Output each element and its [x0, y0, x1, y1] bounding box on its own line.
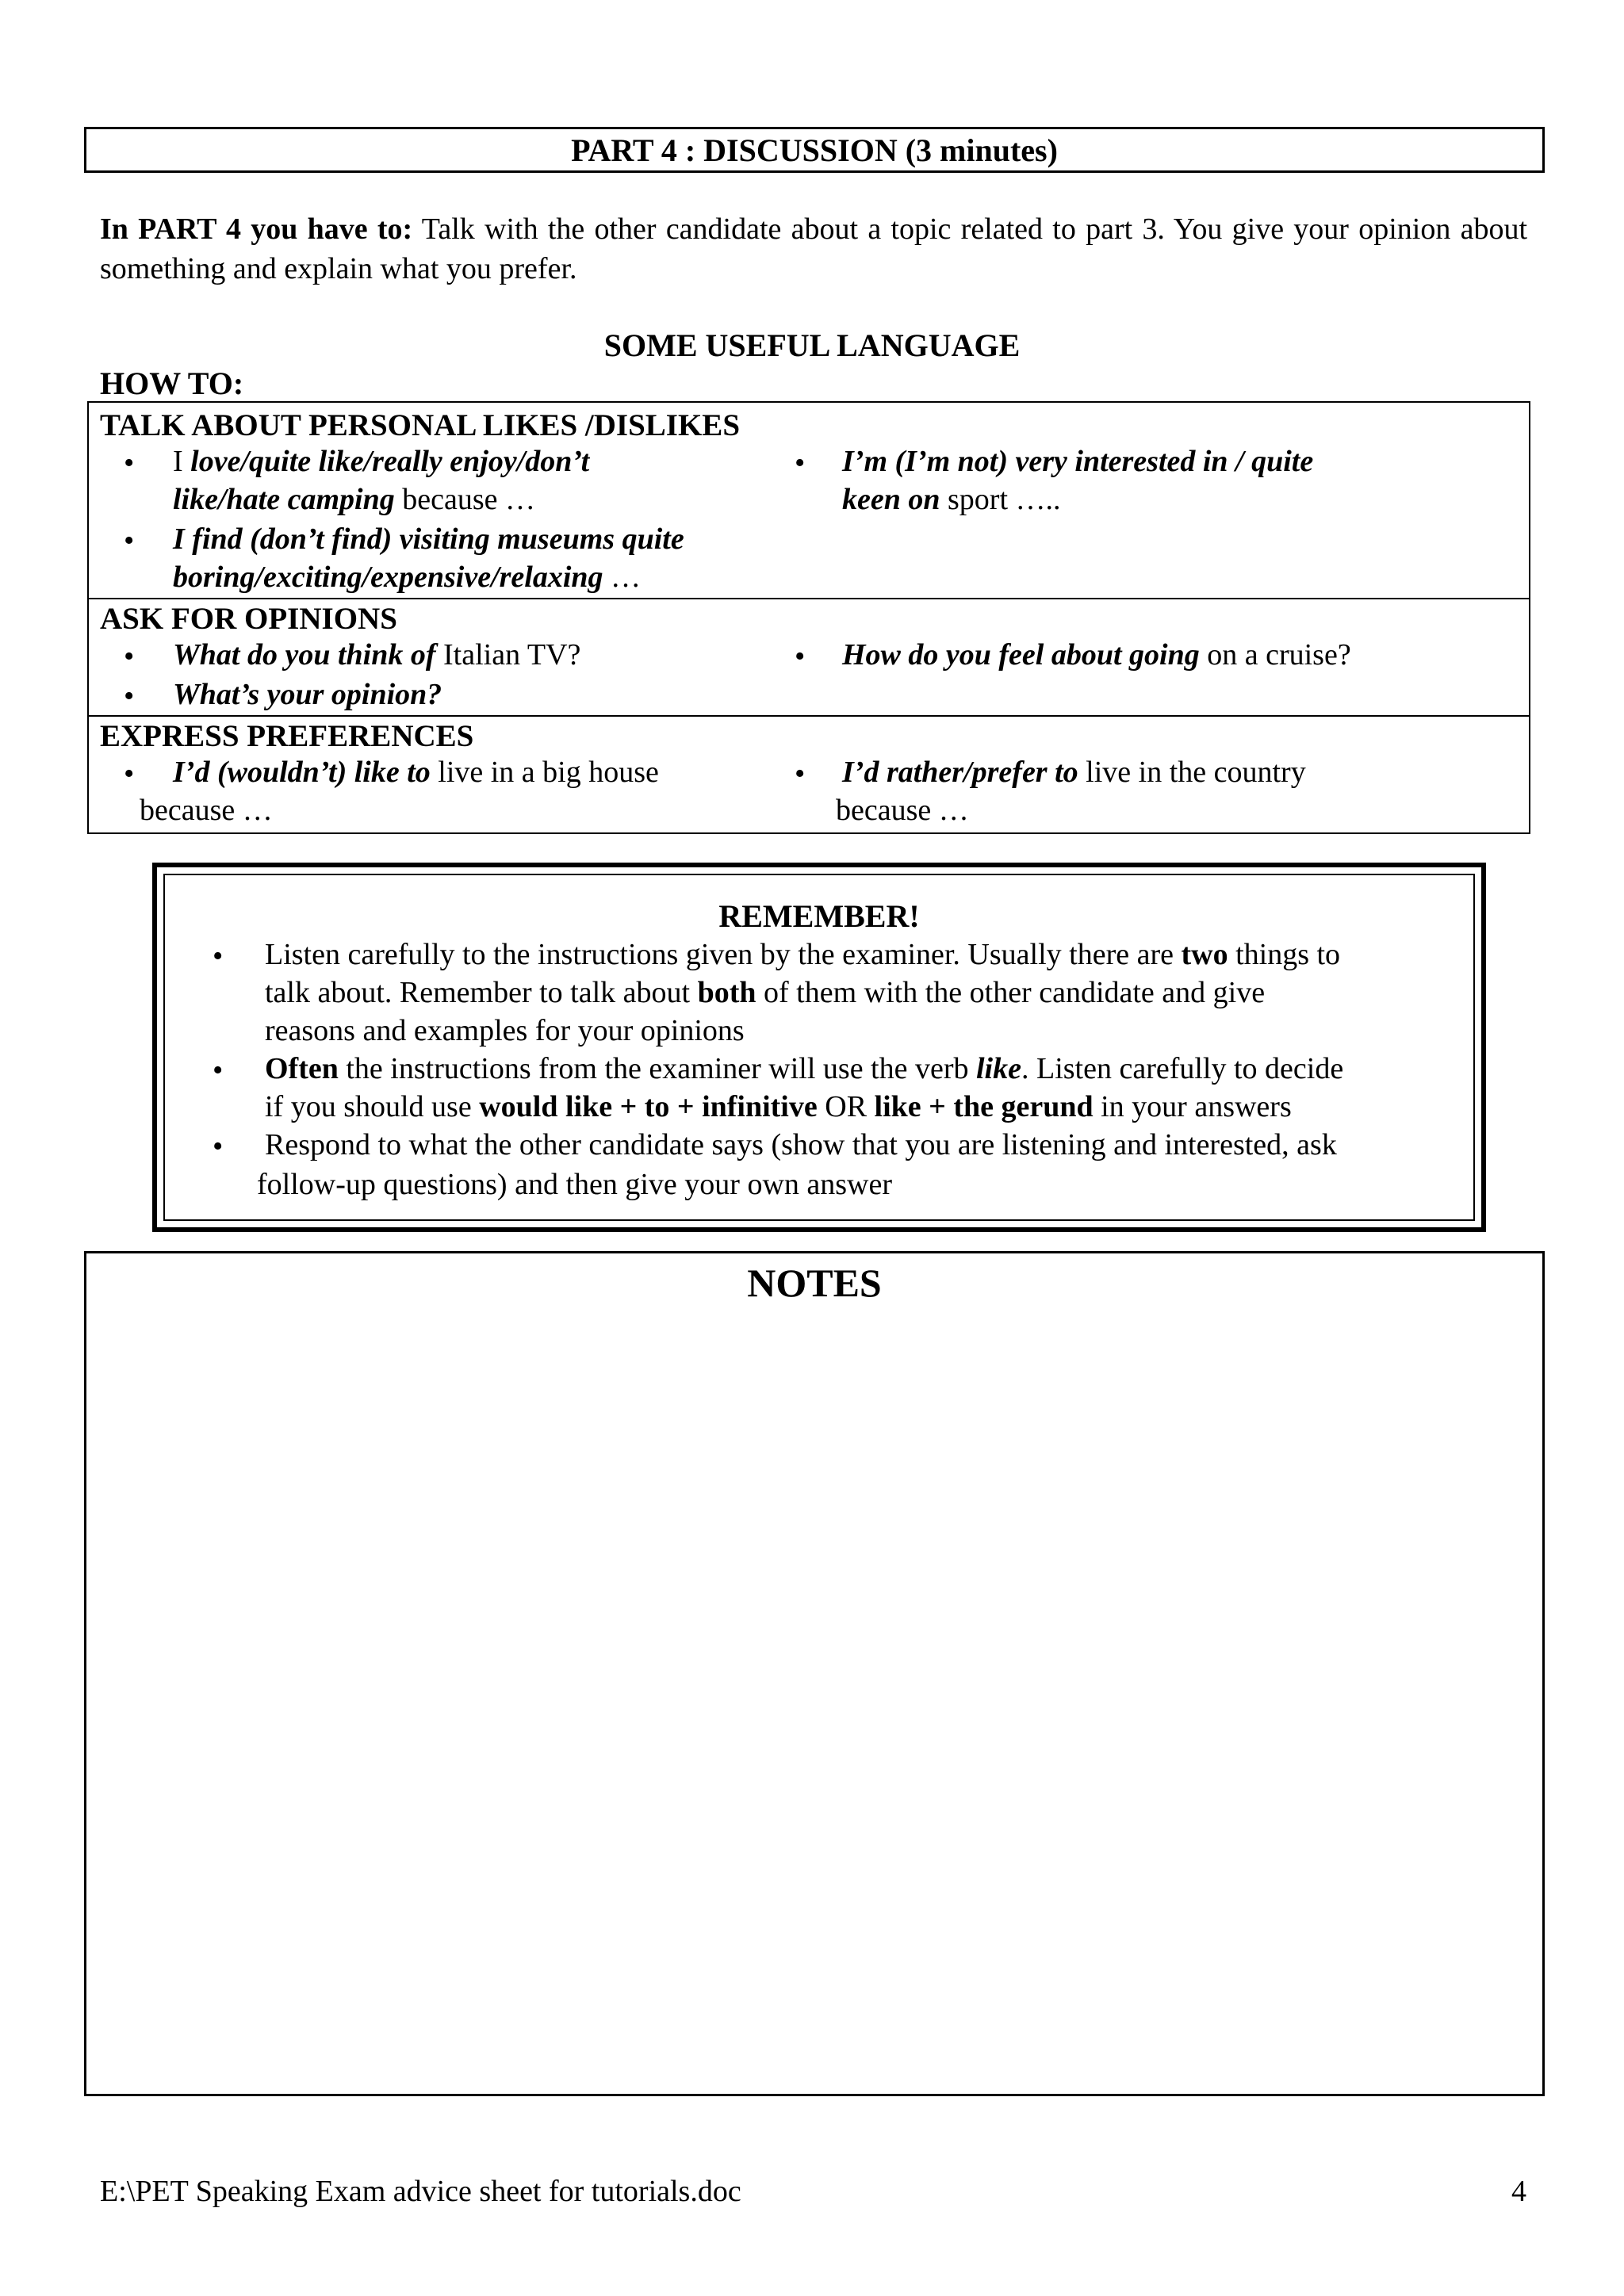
- bullet-icon: •: [795, 757, 806, 790]
- opinions-item-2-bi: What’s your opinion?: [173, 678, 442, 711]
- likes-item-2: [173, 520, 684, 596]
- remember-emphasis: Often: [265, 1052, 339, 1085]
- remember-emphasis: like: [976, 1052, 1021, 1085]
- intro-text: Talk with the other candidate about a topic related to part 3. You give your opinion about something and explain what you prefer.: [100, 212, 1528, 285]
- table-divider: [89, 715, 1529, 717]
- likes-item-2-line2-bi: boring/exciting/expensive/relaxing: [173, 561, 603, 594]
- bullet-icon: •: [213, 939, 224, 973]
- remember-text: the instructions from the examiner will use the verb: [338, 1052, 976, 1085]
- bullet-icon: •: [795, 446, 806, 480]
- likes-item-3: [842, 442, 1313, 519]
- opinions-item-3-bi: How do you feel about going: [842, 638, 1200, 672]
- notes-box[interactable]: [84, 1251, 1545, 2096]
- bullet-icon: •: [124, 757, 135, 790]
- likes-item-1-pre: I: [173, 445, 191, 478]
- intro-lead: In PART 4 you have to:: [100, 212, 413, 246]
- remember-text: OR: [817, 1090, 875, 1123]
- preferences-item-2-bi: I’d rather/prefer to: [842, 756, 1078, 789]
- remember-point-3-line-1: Respond to what the other candidate says (show that you are listening and interested, ask: [265, 1128, 1337, 1161]
- remember-text: Listen carefully to the instructions given by the examiner. Usually there are: [265, 938, 1182, 971]
- likes-item-3-line2-bi: keen on: [842, 483, 940, 516]
- remember-point-1-line-1: [265, 936, 1340, 974]
- likes-item-1-line2-bi: like/hate camping: [173, 483, 395, 516]
- table-divider: [89, 598, 1529, 599]
- useful-language-table: [87, 401, 1530, 834]
- useful-language-heading: SOME USEFUL LANGUAGE: [603, 327, 1021, 363]
- opinions-item-1-plain: Italian TV?: [435, 638, 581, 672]
- remember-emphasis: both: [697, 976, 756, 1009]
- remember-emphasis: two: [1181, 938, 1228, 971]
- preferences-item-1-plain: live in a big house: [430, 756, 659, 789]
- likes-item-3-line2: sport …..: [940, 483, 1061, 516]
- likes-item-1-line2: because …: [394, 483, 535, 516]
- bullet-icon: •: [124, 446, 135, 480]
- remember-point-3-line-2: follow-up questions) and then give your own answer: [257, 1168, 893, 1201]
- remember-inner-border: [163, 874, 1475, 1221]
- opinions-item-3-plain: on a cruise?: [1199, 638, 1351, 672]
- preferences-item-1: [173, 753, 659, 791]
- likes-item-3-bi: I’m (I’m not) very interested in / quite: [842, 445, 1314, 478]
- remember-point-2-line-1: [265, 1050, 1343, 1088]
- section-heading-opinions: ASK FOR OPINIONS: [100, 602, 397, 636]
- preferences-item-1-cont: because …: [140, 794, 273, 827]
- section-heading-likes: TALK ABOUT PERSONAL LIKES /DISLIKES: [100, 408, 741, 442]
- remember-text: if you should use: [265, 1090, 480, 1123]
- remember-text: things to: [1228, 938, 1341, 971]
- likes-item-2-line2: …: [603, 561, 642, 594]
- preferences-item-2-plain: live in the country: [1078, 756, 1306, 789]
- how-to-label: HOW TO:: [100, 365, 244, 401]
- bullet-icon: •: [213, 1130, 224, 1163]
- opinions-item-2: [173, 675, 442, 714]
- remember-emphasis: like + the gerund: [874, 1090, 1094, 1123]
- likes-item-1: [173, 442, 589, 519]
- bullet-icon: •: [795, 640, 806, 673]
- remember-text: in your answers: [1093, 1090, 1292, 1123]
- likes-item-2-bi: I find (don’t find) visiting museums quite: [173, 522, 684, 556]
- remember-emphasis: would like + to + infinitive: [479, 1090, 818, 1123]
- remember-title: REMEMBER!: [718, 898, 920, 934]
- notes-title: NOTES: [747, 1261, 882, 1305]
- footer-page-number: 4: [1511, 2175, 1526, 2208]
- likes-item-1-bi: love/quite like/really enjoy/don’t: [190, 445, 590, 478]
- bullet-icon: •: [213, 1054, 224, 1087]
- bullet-icon: •: [124, 640, 135, 673]
- remember-text: . Listen carefully to decide: [1021, 1052, 1344, 1085]
- remember-point-1-line-2: [265, 974, 1265, 1012]
- bullet-icon: •: [124, 679, 135, 713]
- page-title: [84, 127, 1545, 173]
- opinions-item-1-bi: What do you think of: [173, 638, 436, 672]
- preferences-item-2: [842, 753, 1306, 791]
- section-heading-preferences: EXPRESS PREFERENCES: [100, 719, 474, 753]
- bullet-icon: •: [124, 524, 135, 557]
- preferences-item-1-bi: I’d (wouldn’t) like to: [173, 756, 431, 789]
- page-title-text: PART 4 : DISCUSSION (3 minutes): [571, 132, 1058, 168]
- opinions-item-1: [173, 636, 580, 674]
- remember-text: talk about. Remember to talk about: [265, 976, 698, 1009]
- remember-point-1-line-3: reasons and examples for your opinions: [265, 1014, 745, 1047]
- opinions-item-3: [842, 636, 1351, 674]
- preferences-item-2-cont: because …: [836, 794, 969, 827]
- footer-filename: E:\PET Speaking Exam advice sheet for tutorials.doc: [100, 2175, 741, 2208]
- remember-point-2-line-2: [265, 1088, 1292, 1126]
- remember-box: [152, 863, 1486, 1232]
- intro-paragraph: [100, 209, 1527, 289]
- remember-text: of them with the other candidate and give: [756, 976, 1266, 1009]
